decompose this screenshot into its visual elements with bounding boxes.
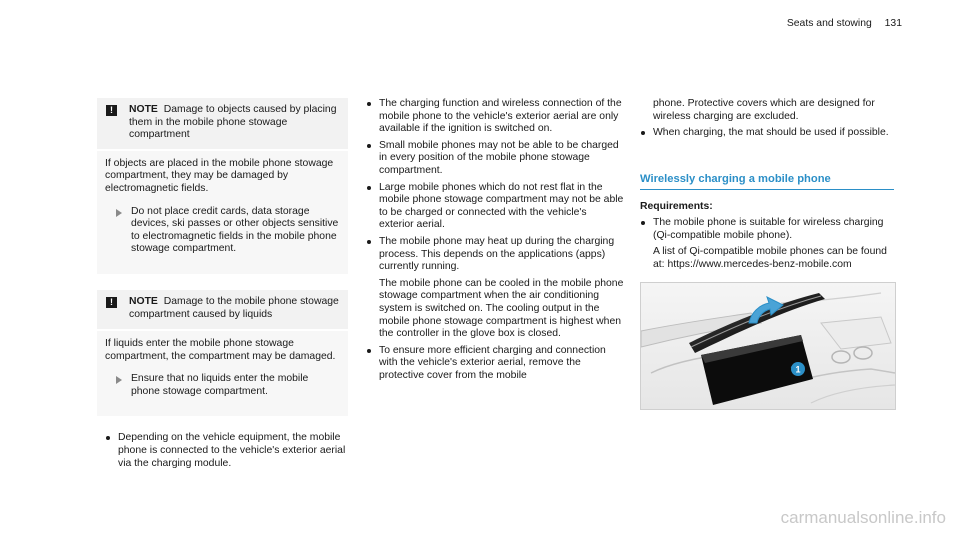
- list-item: [640, 217, 894, 271]
- column-3: [640, 98, 894, 410]
- continued-text: phone. Protective covers which are designed for wireless charging are excluded.: [653, 98, 875, 122]
- bullet-icon: [367, 240, 371, 244]
- list-item-text: Small mobile phones may not be able to be charged in every position of the mobile phone stowage compartment.: [379, 139, 619, 176]
- callout-number: 1: [795, 364, 801, 375]
- list-item: [366, 182, 624, 232]
- list-item: [105, 432, 348, 470]
- list-item-text: The mobile phone may heat up during the charging process. This depends on the applications (apps) currently running.: [379, 235, 615, 273]
- list-item: [640, 127, 894, 140]
- bullet-icon: [367, 186, 371, 190]
- note-body: [97, 331, 348, 416]
- list-item-text: The mobile phone is suitable for wireless charging (Qi-compatible mobile phone).: [653, 216, 884, 241]
- section-heading: Wirelessly charging a mobile phone: [640, 173, 894, 191]
- list-item-text: To ensure more efficient charging and connection with the vehicle's exterior aerial, remove the protective cover from the mobile: [379, 344, 606, 381]
- note-summary: Damage to objects caused by placing them in the mobile phone stowage compartment: [129, 104, 337, 141]
- charging-compartment-image: [640, 282, 896, 410]
- list-item-text: Depending on the vehicle equipment, the mobile phone is connected to the vehicle's exterior aerial via the charging module.: [118, 432, 346, 469]
- list-item-text: When charging, the mat should be used if possible.: [653, 127, 889, 139]
- bullet-icon: [367, 144, 371, 148]
- bullet-icon: [106, 436, 110, 440]
- watermark: carmanualsonline.info: [780, 508, 946, 528]
- bullet-icon: [641, 221, 645, 225]
- bullet-icon: [367, 349, 371, 353]
- list-item-text: The charging function and wireless connection of the mobile phone to the vehicle's exterior aerial are only available if the ignition is switched on.: [379, 98, 622, 135]
- bullet-icon: [367, 102, 371, 106]
- charging-compartment-illustration: [641, 283, 895, 409]
- page-header: [787, 18, 902, 31]
- column-2: [366, 98, 624, 386]
- page-number: 131: [884, 18, 902, 29]
- requirements-list: [640, 217, 894, 271]
- list-item: [366, 140, 624, 178]
- note-body: [97, 151, 348, 274]
- arrow-right-icon: [116, 376, 122, 384]
- list-item-subtext: The mobile phone can be cooled in the mobile phone stowage compartment when the air conditioning system is switched on. The cooling output in the mobile phone stowage compartment is highest when the controller in the glove box is closed.: [379, 277, 624, 340]
- column-1: [97, 98, 348, 474]
- action-step: [105, 373, 340, 398]
- list-item: [366, 236, 624, 341]
- bullet-icon: [641, 131, 645, 135]
- list-item-subtext: A list of Qi-compatible mobile phones can be found at: https://www.mercedes-benz-mobile.com: [653, 246, 887, 270]
- section-name: Seats and stowing: [786, 18, 872, 29]
- list-item: [366, 98, 624, 136]
- action-text: Ensure that no liquids enter the mobile phone stowage compartment.: [131, 373, 309, 397]
- note-summary: Damage to the mobile phone stowage compartment caused by liquids: [129, 295, 339, 320]
- note-header: [97, 290, 348, 329]
- warning-icon: !: [106, 105, 117, 116]
- note-box: [97, 290, 348, 416]
- requirements-heading: Requirements:: [640, 201, 713, 213]
- note-description: If liquids enter the mobile phone stowage compartment, the compartment may be damaged.: [105, 337, 336, 362]
- action-step: [105, 206, 340, 256]
- note-description: If objects are placed in the mobile phone stowage compartment, they may be damaged by electromagnetic fields.: [105, 157, 334, 194]
- warning-icon: !: [106, 297, 117, 308]
- note-header: [97, 98, 348, 149]
- list-item-text: Large mobile phones which do not rest flat in the mobile phone stowage compartment may not be able to be charged or connected with the vehicle's exterior aerial.: [379, 181, 624, 231]
- bullet-list: [640, 127, 894, 140]
- bullet-list: [97, 432, 348, 470]
- arrow-right-icon: [116, 209, 122, 217]
- note-title: NOTE: [129, 104, 158, 115]
- bullet-list: [366, 98, 624, 382]
- action-text: Do not place credit cards, data storage devices, ski passes or other objects sensitive to electromagnetic fields in the mobile phone stowage compartment.: [131, 205, 339, 255]
- note-box: [97, 98, 348, 274]
- list-item: [366, 345, 624, 383]
- note-title: NOTE: [129, 295, 158, 307]
